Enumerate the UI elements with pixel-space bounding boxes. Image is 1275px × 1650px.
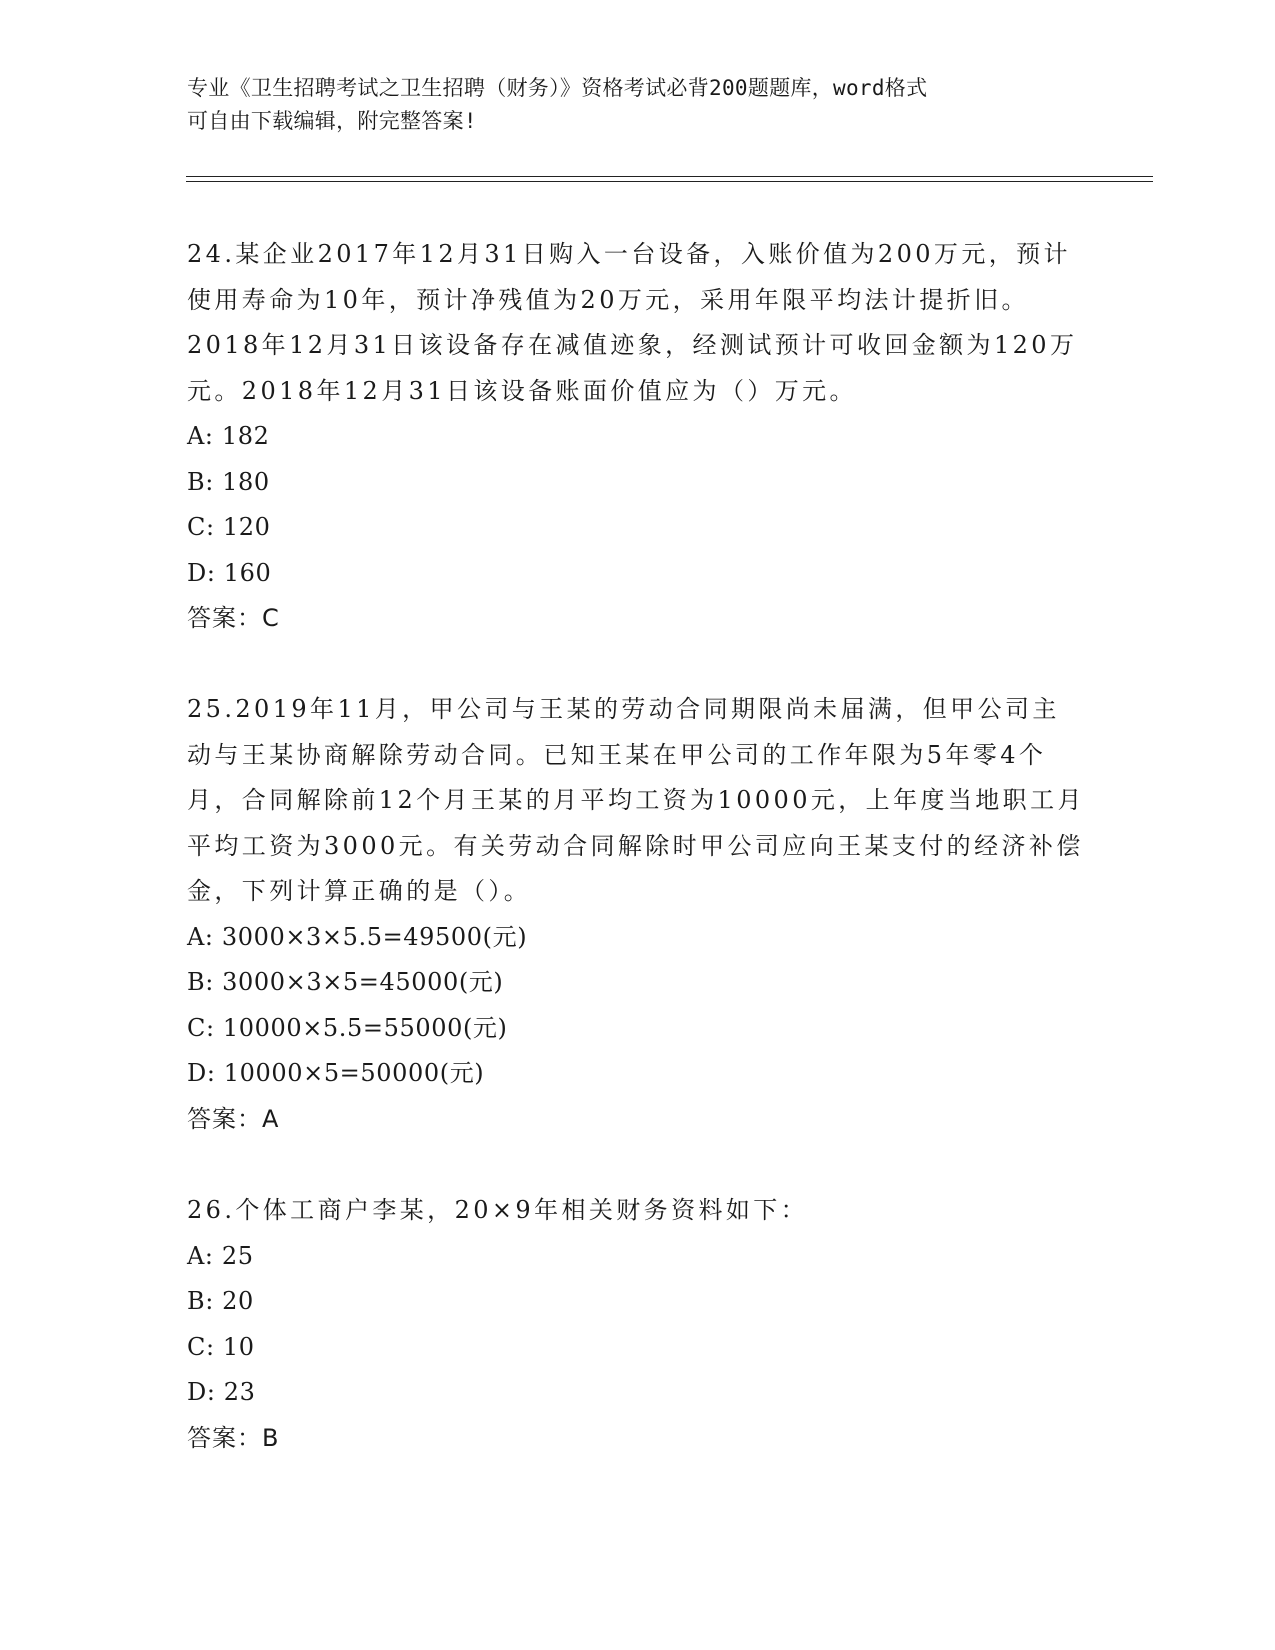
option-c: C: 120 (187, 513, 271, 541)
header-title-line-2: 可自由下载编辑，附完整答案! (187, 109, 477, 133)
question-stem: 24.某企业2017年12月31日购入一台设备，入账价值为200万元，预计使用寿命为10年，预计净残值为20万元，采用年限平均法计提折旧。2018年12月31日该设备存在减值迹象，经测试预计可收回金额为120万元。2018年12月31日该设备账面价值应为（）万元。 (187, 240, 1078, 405)
option-a: A: 3000×3×5.5=49500(元) (187, 922, 528, 951)
question-24 (187, 232, 1087, 642)
header-rule-top (186, 176, 1153, 177)
question-26 (187, 1188, 1087, 1461)
option-c: C: 10 (187, 1332, 255, 1361)
option-d: D: 23 (187, 1378, 256, 1406)
option-c: C: 10000×5.5=55000(元) (187, 1013, 508, 1042)
question-25 (187, 687, 1087, 1142)
document-header (187, 72, 1067, 138)
option-a: A: 25 (187, 1241, 254, 1270)
question-stem: 26.个体工商户李某，20×9年相关财务资料如下： (187, 1196, 809, 1224)
option-a: A: 182 (187, 422, 270, 450)
option-d: D: 10000×5=50000(元) (187, 1059, 485, 1087)
answer-label: 答案：C (187, 604, 280, 632)
answer-label: 答案：B (187, 1423, 280, 1452)
option-b: B: 20 (187, 1287, 254, 1315)
header-title-line-1: 专业《卫生招聘考试之卫生招聘（财务）》资格考试必背200题题库，word格式 (187, 76, 928, 100)
header-rule-bottom (186, 181, 1153, 182)
option-b: B: 3000×3×5=45000(元) (187, 968, 504, 996)
option-b: B: 180 (187, 467, 270, 496)
question-stem: 25.2019年11月，甲公司与王某的劳动合同期限尚未届满，但甲公司主动与王某协商解除劳动合同。已知王某在甲公司的工作年限为5年零4个月，合同解除前12个月王某的月平均工资为10000元，上年度当地职工月平均工资为3000元。有关劳动合同解除时甲公司应向王某支付的经济补偿金，下列计算正确的是（）。 (187, 695, 1085, 905)
option-d: D: 160 (187, 558, 272, 587)
answer-label: 答案：A (187, 1104, 280, 1133)
